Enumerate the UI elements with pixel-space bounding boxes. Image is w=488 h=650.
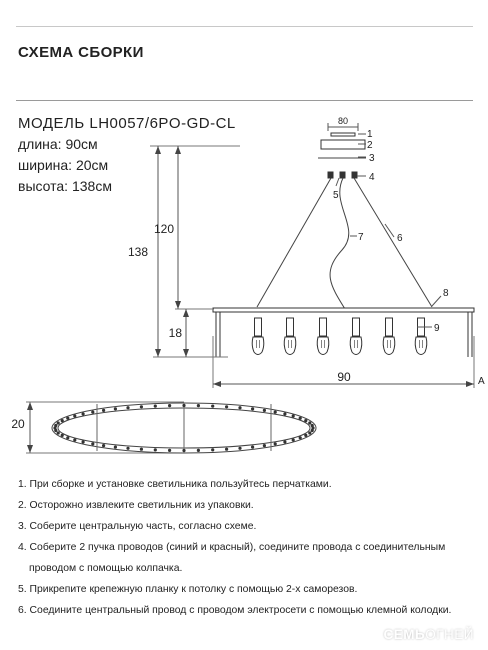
crystal-dot: [114, 407, 117, 410]
crystal-dot: [57, 421, 60, 424]
crystal-dot: [292, 414, 295, 417]
callout-labels: [333, 129, 449, 334]
callout-6: 6: [397, 233, 403, 244]
instruction-step-6: 6. Соедините центральный провод с проводом электросети с помощью клемной колодки.: [18, 605, 452, 616]
crystal-dot: [211, 448, 214, 451]
crystal-dot: [238, 406, 241, 409]
instruction-step-3: 3. Соберите центральную часть, согласно схеме.: [18, 521, 257, 532]
ceiling-mount: [318, 116, 366, 178]
suspension-height-label: 120: [153, 222, 174, 236]
callout-1: 1: [367, 129, 373, 140]
callout-leaders: [336, 134, 441, 327]
crystal-dot: [238, 447, 241, 450]
crystal-dot: [197, 449, 200, 452]
crystal-dot: [299, 417, 302, 420]
crystal-dot: [126, 447, 129, 450]
bulb-5: [383, 318, 395, 355]
callout-5: 5: [333, 190, 339, 201]
crystal-dot: [61, 419, 64, 422]
crystal-dot: [311, 429, 314, 432]
bulb-4: [350, 318, 362, 355]
callout-7: 7: [358, 232, 364, 243]
length-label: 90: [337, 370, 351, 384]
crystal-dot: [263, 409, 266, 412]
crystal-dot: [140, 448, 143, 451]
brand-logo: [384, 627, 474, 642]
crystal-dot: [114, 446, 117, 449]
lamp-frame-top-bar: [213, 308, 474, 312]
crystal-dot: [304, 419, 307, 422]
bulb-glass: [284, 337, 296, 355]
bulb-socket: [255, 318, 262, 336]
instruction-step-2: 2. Осторожно извлеките светильник из упаковки.: [18, 500, 254, 511]
crystal-dot: [66, 436, 69, 439]
crystal-dot: [211, 405, 214, 408]
bulb-2: [284, 318, 296, 355]
crystal-dot: [61, 434, 64, 437]
mounting-plate: [331, 133, 355, 136]
assembly-instructions: [18, 474, 483, 621]
crystal-dot: [251, 446, 254, 449]
crystal-dot: [197, 404, 200, 407]
crystal-dot: [57, 431, 60, 434]
bulb-glass: [252, 337, 264, 355]
crystal-dot: [304, 434, 307, 437]
bulb-socket: [353, 318, 360, 336]
crystal-dot: [73, 414, 76, 417]
callout-2: 2: [367, 140, 373, 151]
crystal-dot: [102, 444, 105, 447]
crystal-dot: [251, 407, 254, 410]
callout-9: 9: [434, 323, 440, 334]
crystal-dot: [102, 409, 105, 412]
crystal-dot: [308, 421, 311, 424]
instruction-step-1: 1. При сборке и установке светильника пользуйтесь перчатками.: [18, 479, 332, 490]
bulb-6: [415, 318, 427, 355]
crystal-dot: [292, 438, 295, 441]
brand-logo-regular: ОГНЕЙ: [425, 627, 474, 642]
mount-width-label: 80: [337, 116, 349, 126]
crystal-dot: [182, 404, 185, 407]
crystal-dot: [54, 424, 57, 427]
crystal-dot: [154, 448, 157, 451]
canopy-hook-right: [352, 172, 357, 178]
body-height-label: 18: [168, 326, 182, 340]
suspension-cable-right: [354, 178, 432, 307]
section-mark: A: [478, 376, 485, 387]
crystal-dot: [182, 449, 185, 452]
crystal-dot: [311, 424, 314, 427]
crystal-dot: [225, 448, 228, 451]
bulb-glass: [350, 337, 362, 355]
canopy-hook-center: [340, 172, 345, 178]
top-view: [26, 402, 316, 453]
crystal-dot: [283, 412, 286, 415]
total-height-label: 138: [127, 245, 148, 259]
bulb-3: [317, 318, 329, 355]
suspension: [257, 178, 432, 309]
crystal-dot: [91, 442, 94, 445]
crystal-dot: [73, 438, 76, 441]
callout-4: 4: [369, 172, 375, 183]
width-dimension-label: 20: [11, 417, 25, 431]
canopy-hook-left: [328, 172, 333, 178]
crystal-dot: [82, 440, 85, 443]
crystal-dot: [168, 449, 171, 452]
bulb-socket: [287, 318, 294, 336]
crystal-dot: [140, 405, 143, 408]
crystal-dot: [263, 444, 266, 447]
bulb-row: [252, 318, 427, 355]
crystal-dot: [274, 411, 277, 414]
model-name: МОДЕЛЬ LH0057/6PO-GD-CL: [18, 115, 236, 132]
crystal-dot: [168, 404, 171, 407]
bulb-glass: [317, 337, 329, 355]
suspension-cable-left: [257, 178, 331, 307]
crystal-dot: [225, 405, 228, 408]
instruction-step-4: 4. Соберите 2 пучка проводов (синий и красный), соедините провода с соединительным: [18, 542, 446, 553]
crystal-dot: [283, 440, 286, 443]
crystal-dot: [308, 431, 311, 434]
height-dimensions: [150, 146, 240, 357]
spec-width: ширина: 20см: [18, 157, 109, 173]
bulb-socket: [320, 318, 327, 336]
spec-height: высота: 138см: [18, 178, 112, 194]
crystal-dot: [299, 436, 302, 439]
callout-3: 3: [369, 153, 375, 164]
crystal-dot: [274, 442, 277, 445]
bulb-glass: [383, 337, 395, 355]
crystal-dot: [91, 411, 94, 414]
callout-8: 8: [443, 288, 449, 299]
bulb-glass: [415, 337, 427, 355]
brand-logo-bold: СЕМЬ: [383, 627, 426, 642]
page-title: СХЕМА СБОРКИ: [18, 44, 144, 61]
crystal-dot: [126, 406, 129, 409]
crystal-dot: [154, 405, 157, 408]
bulb-1: [252, 318, 264, 355]
instruction-step-4-continued: проводом с помощью колпачка.: [29, 563, 183, 574]
crystal-dot: [66, 417, 69, 420]
instruction-step-5: 5. Прикрепите крепежную планку к потолку с помощью 2-х саморезов.: [18, 584, 358, 595]
spec-length: длина: 90см: [18, 136, 98, 152]
bulb-socket: [386, 318, 393, 336]
crystal-dot: [82, 412, 85, 415]
